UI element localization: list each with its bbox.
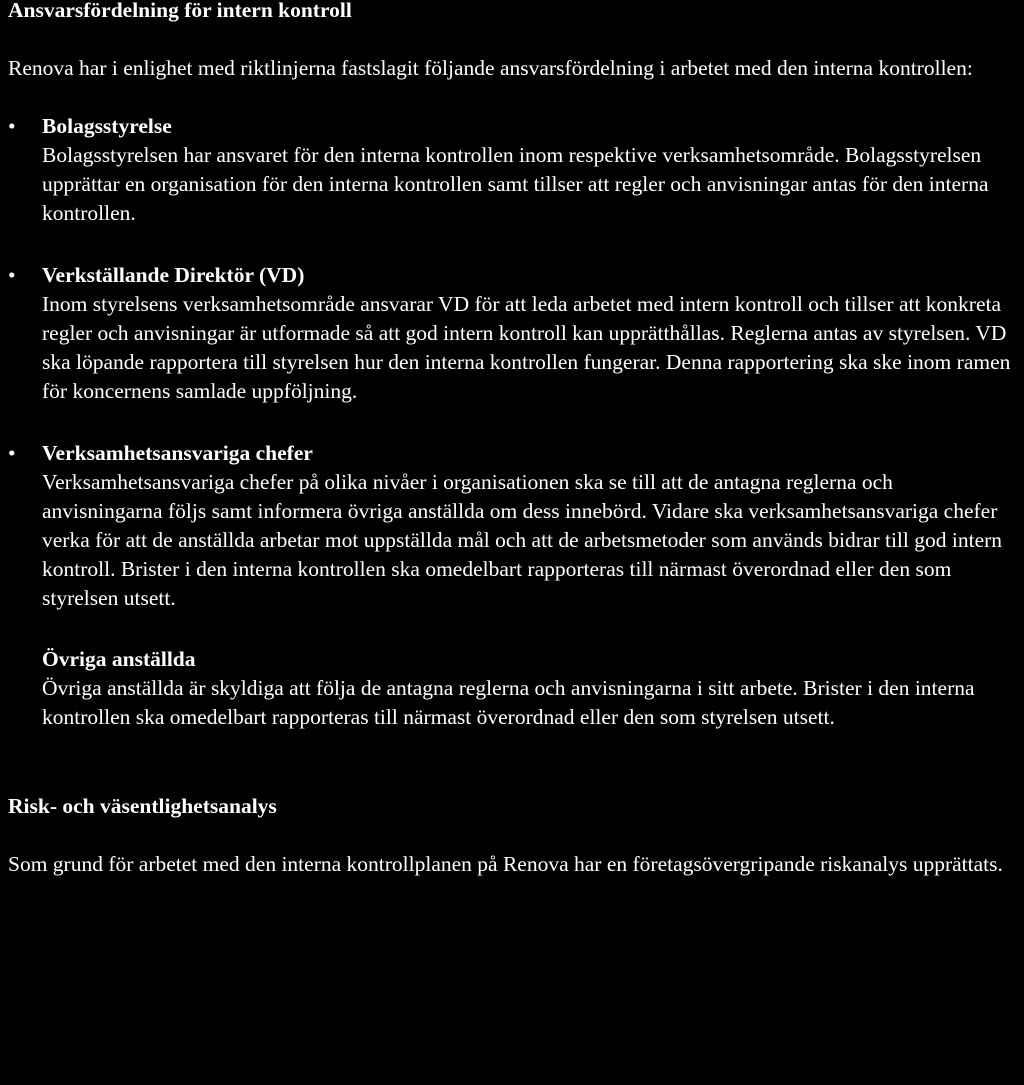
intro-paragraph: Renova har i enlighet med riktlinjerna fastslagit följande ansvarsfördelning i arbetet med den interna kontrollen: — [8, 56, 973, 80]
list-item-employees — [8, 645, 1012, 732]
item-title-ceo: Verkställande Direktör (VD) — [42, 263, 305, 287]
section-heading-responsibility: Ansvarsfördelning för intern kontroll — [8, 0, 352, 22]
item-body-board: Bolagsstyrelsen har ansvaret för den interna kontrollen inom respektive verksamhetsområde. Bolagsstyrelsen upprättar en organisation för den interna kontrollen samt tillser att regler och anvisningar antas för den interna kontrollen. — [42, 143, 989, 225]
list-item-ceo — [8, 261, 1012, 406]
item-title-managers: Verksamhetsansvariga chefer — [42, 441, 313, 465]
item-body-employees: Övriga anställda är skyldiga att följa de antagna reglerna och anvisningarna i sitt arbete. Brister i den interna kontrollen ska omedelbart rapporteras till närmast överordnad eller den som styrelsen utsett. — [42, 676, 975, 729]
item-body-managers: Verksamhetsansvariga chefer på olika nivåer i organisationen ska se till att de antagna reglerna och anvisningarna följs samt informera övriga anställda om dess innebörd. Vidare ska verksamhetsansvariga chefer verka för att de anställda arbetar mot uppställda mål och att de arbetsmetoder som används bidrar till god intern kontroll. Brister i den interna kontrollen ska omedelbart rapporteras till närmast överordnad eller den som styrelsen utsett. — [42, 470, 1003, 610]
item-body-ceo: Inom styrelsens verksamhetsområde ansvarar VD för att leda arbetet med intern kontroll och tillser att konkreta regler och anvisningar är utformade så att god intern kontroll kan upprätthållas. Reglerna antas av styrelsen. VD ska löpande rapportera till styrelsen hur den interna kontrollen fungerar. Denna rapportering ska ske inom ramen för koncernens samlade uppföljning. — [42, 292, 1011, 403]
list-item-board — [8, 112, 1012, 228]
list-item-managers — [8, 439, 1012, 613]
bullet-glyph: • — [8, 263, 16, 287]
item-title-board: Bolagsstyrelse — [42, 114, 172, 138]
bullet-glyph: • — [8, 441, 16, 465]
item-title-employees: Övriga anställda — [42, 647, 196, 671]
bullet-glyph: • — [8, 114, 16, 138]
risk-paragraph: Som grund för arbetet med den interna kontrollplanen på Renova har en företagsövergripande riskanalys upprättats. — [8, 852, 1003, 876]
section-heading-risk: Risk- och väsentlighetsanalys — [8, 794, 277, 818]
